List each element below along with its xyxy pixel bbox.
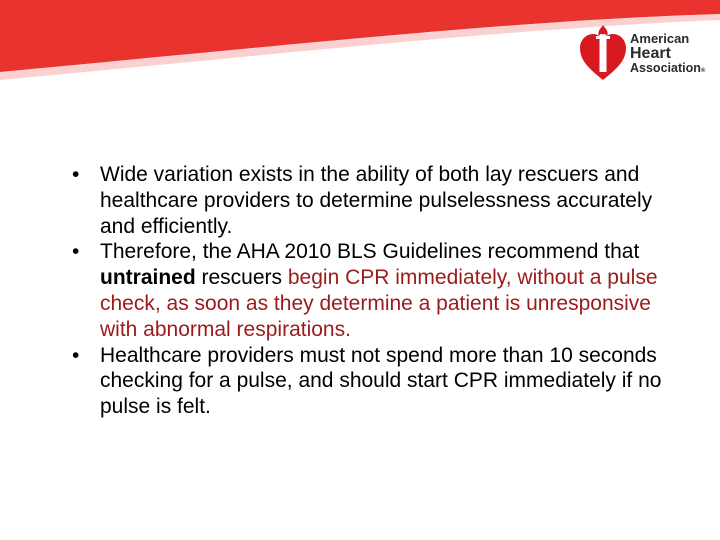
bullet-item-1 xyxy=(72,162,672,239)
bullet-text: Healthcare providers must not spend more than 10 seconds checking for a pulse, and should start CPR immediately if no pulse is felt. xyxy=(100,343,662,419)
registered-mark: ® xyxy=(700,68,706,74)
logo-association-text: Association xyxy=(630,61,701,75)
bullet-dot: • xyxy=(72,240,80,264)
bullet-text-red: begin CPR immediately, without a pulse check, as soon as they determine a patient is unresponsive with abnormal respirations. xyxy=(100,266,658,341)
bullet-text-part1: Therefore, the AHA 2010 BLS Guidelines recommend that xyxy=(100,240,640,264)
heart-torch-icon xyxy=(578,24,628,84)
bullet-item-2 xyxy=(72,239,672,342)
bullet-item-3 xyxy=(72,343,672,420)
bullet-text: Wide variation exists in the ability of both lay rescuers and healthcare providers to determine pulselessness accurately and efficiently. xyxy=(100,163,653,238)
bullet-dot: • xyxy=(72,163,80,186)
logo-line-american: American xyxy=(630,31,690,46)
bullet-text-part2: rescuers xyxy=(195,266,288,290)
bullet-dot: • xyxy=(72,343,80,367)
logo-wordmark xyxy=(630,32,705,78)
logo-line-association xyxy=(630,62,705,78)
bullet-text-bold: untrained xyxy=(100,266,196,290)
bullet-list xyxy=(72,162,672,420)
logo-line-heart: Heart xyxy=(630,45,671,62)
aha-logo xyxy=(578,24,718,84)
